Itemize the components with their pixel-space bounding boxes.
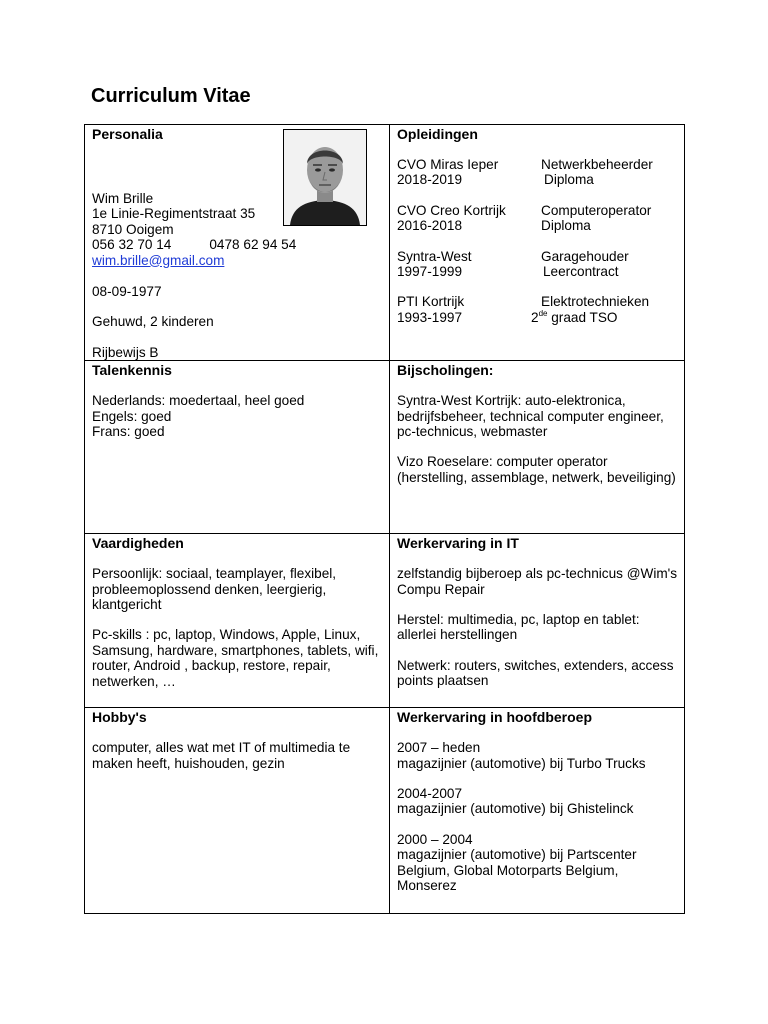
werkervaring-hoofd-cell [390, 708, 685, 914]
education-course: Garagehouder [541, 248, 629, 264]
email-link[interactable]: wim.brille@gmail.com [92, 252, 225, 268]
personalia-heading: Personalia [92, 126, 163, 142]
language-item: Engels: goed [92, 408, 172, 424]
education-school: CVO Creo Kortrijk [397, 202, 506, 218]
training-paragraph: Vizo Roeselare: computer operator (herstelling, assemblage, netwerk, beveiliging) [397, 454, 676, 485]
hobbys-heading: Hobby's [92, 709, 147, 726]
portrait-image [284, 130, 366, 225]
education-result: 2de graad TSO [531, 308, 618, 325]
phone-landline: 056 32 70 14 [92, 237, 172, 253]
training-paragraph: Syntra-West Kortrijk: auto-elektronica, bedrijfsbeheer, technical computer engineer, pc-technicus, webmaster [397, 393, 664, 440]
bijscholingen-cell [390, 361, 685, 534]
education-result: Diploma [541, 218, 591, 234]
education-course: Computeroperator [541, 202, 652, 218]
education-years: 2016-2018 [397, 218, 463, 234]
personal-city: 8710 Ooigem [92, 221, 174, 237]
vaardigheden-heading: Vaardigheden [92, 535, 184, 552]
werkervaring-hoofd-heading: Werkervaring in hoofdberoep [397, 709, 592, 726]
job-period: 2007 – heden [397, 740, 481, 756]
opleidingen-cell [390, 125, 685, 361]
opleidingen-heading: Opleidingen [397, 126, 478, 142]
education-item [397, 294, 678, 325]
cv-table [84, 124, 685, 914]
language-item: Frans: goed [92, 424, 165, 440]
education-years: 1997-1999 [397, 264, 463, 280]
education-school: CVO Miras Ieper [397, 157, 499, 172]
education-school: PTI Kortrijk [397, 294, 465, 310]
bijscholingen-heading: Bijscholingen: [397, 362, 494, 379]
education-years: 1993-1997 [397, 309, 463, 325]
skills-pc: Pc-skills : pc, laptop, Windows, Apple, Linux, Samsung, hardware, smartphones, tablets, wifi, router, Android , backup, restore, repair, netwerken, … [92, 627, 379, 689]
phone-mobile: 0478 62 94 54 [209, 237, 297, 253]
page-title: Curriculum Vitae [91, 85, 251, 107]
hobbys-paragraph: computer, alles wat met IT of multimedia te maken heeft, huishouden, gezin [92, 740, 351, 771]
job-description: magazijnier (automotive) bij Partscenter Belgium, Global Motorparts Belgium, Monserez [397, 847, 637, 894]
education-years: 2018-2019 [397, 172, 463, 188]
education-result: Diploma [544, 172, 594, 188]
personal-phones [92, 237, 383, 252]
vaardigheden-cell [85, 534, 390, 708]
education-item [397, 157, 678, 188]
it-experience-paragraph: Herstel: multimedia, pc, laptop en tablet: allerlei herstellingen [397, 612, 640, 643]
profile-photo [283, 129, 367, 226]
job-period: 2000 – 2004 [397, 831, 473, 847]
personal-birthdate: 08-09-1977 [92, 284, 162, 300]
education-item [397, 203, 678, 234]
education-school: Syntra-West [397, 248, 472, 264]
talenkennis-heading: Talenkennis [92, 362, 172, 379]
job-item [397, 740, 678, 771]
education-result: Leercontract [543, 264, 619, 280]
personal-status: Gehuwd, 2 kinderen [92, 314, 214, 330]
job-item [397, 786, 678, 817]
job-description: magazijnier (automotive) bij Ghistelinck [397, 801, 634, 817]
personal-street: 1e Linie-Regimentstraat 35 [92, 206, 256, 222]
education-item [397, 249, 678, 280]
personal-license: Rijbewijs B [92, 344, 159, 360]
werkervaring-it-cell [390, 534, 685, 708]
it-experience-paragraph: zelfstandig bijberoep als pc-technicus @Wim's Compu Repair [397, 566, 678, 597]
talenkennis-cell [85, 361, 390, 534]
education-course: Elektrotechnieken [541, 294, 650, 310]
werkervaring-it-heading: Werkervaring in IT [397, 535, 519, 552]
education-course: Netwerkbeheerder [541, 157, 653, 172]
personal-name: Wim Brille [92, 191, 154, 206]
job-item [397, 832, 678, 894]
job-description: magazijnier (automotive) bij Turbo Trucks [397, 755, 646, 771]
skills-personal: Persoonlijk: sociaal, teamplayer, flexibel, probleemoplossend denken, leergierig, klantgericht [92, 566, 337, 613]
language-item: Nederlands: moedertaal, heel goed [92, 393, 305, 409]
hobbys-cell [85, 708, 390, 914]
it-experience-paragraph: Netwerk: routers, switches, extenders, access points plaatsen [397, 657, 674, 689]
job-period: 2004-2007 [397, 786, 463, 802]
